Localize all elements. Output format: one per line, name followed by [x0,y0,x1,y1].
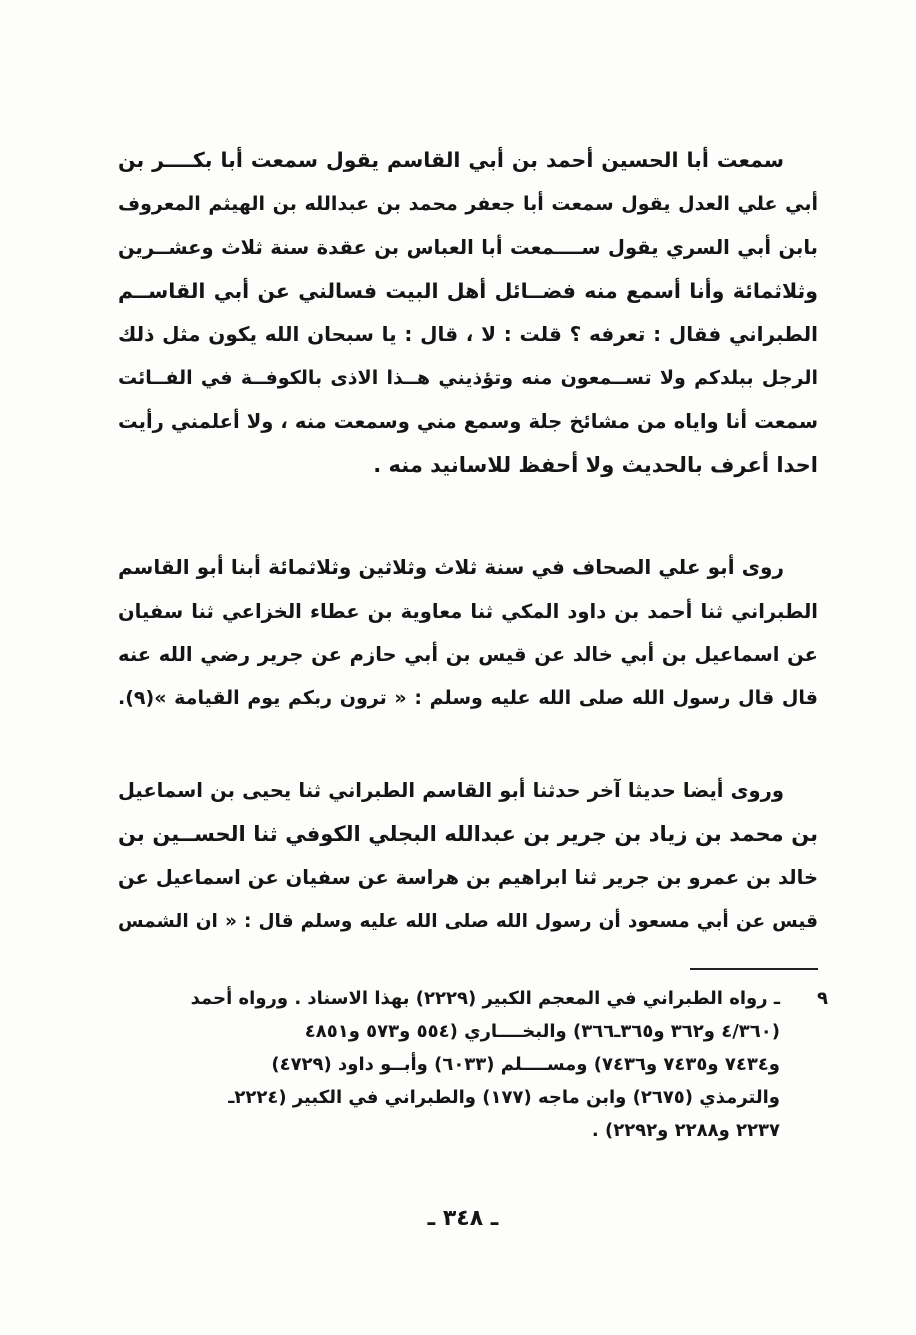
text-line: قال قال رسول الله صلى الله عليه وسلم : « ترون ربكم يوم القيامة »(٩). [118,686,818,709]
text-line: الرجل ببلدكم ولا تســمعون منه وتؤذيني هــذا الاذى بالكوفــة في الفــائت [118,366,818,389]
text-line: روى أبو علي الصحاف في سنة ثلاث وثلاثين وثلاثمائة أبنا أبو القاسم [118,555,784,579]
paragraph-3 [118,769,818,943]
paragraph-1 [118,139,818,487]
text-line: خالد بن عمرو بن جرير ثنا ابراهيم بن هراسة عن سفيان عن اسماعيل عن [118,866,818,889]
footnote-line: والترمذي (٢٦٧٥) وابن ماجه (١٧٧) والطبراني في الكبير (٢٢٢٤ـ [228,1087,780,1108]
text-line: أبي علي العدل يقول سمعت أبا جعفر محمد بن عبدالله بن الهيثم المعروف [118,192,818,215]
footnote-line [118,982,828,1015]
footnote-text: ـ رواه الطبراني في المعجم الكبير (٢٢٢٩) بهذا الاسناد . ورواه أحمد [190,988,780,1009]
footnote-line: (٤/٣٦٠ و٣٦٢ و٣٦٥ـ٣٦٦) والبخــــاري (٥٥٤ و٥٧٣ و٤٨٥١ [304,1021,780,1042]
text-line: قيس عن أبي مسعود أن رسول الله صلى الله عليه وسلم قال : « ان الشمس [118,910,818,932]
footnote-number: ٩ [817,988,828,1009]
page-number: ـ ٣٤٨ ـ [427,1206,499,1231]
footnote-line: ٢٢٣٧ و٢٢٨٨ و٢٢٩٢) . [591,1120,780,1141]
text-line: سمعت أبا الحسين أحمد بن أبي القاسم يقول سمعت أبا بكــــر بن [118,148,784,172]
paragraph-2 [118,546,818,720]
text-line: الطبراني فقال : تعرفه ؟ قلت : لا ، قال : يا سبحان الله يكون مثل ذلك [118,322,818,346]
footnote-divider [690,968,818,970]
text-line: بن محمد بن زياد بن جرير بن عبدالله البجلي الكوفي ثنا الحســين بن [118,821,818,846]
text-line: سمعت أنا واياه من مشائخ جلة وسمع مني وسمعت منه ، ولا أعلمني رأيت [118,410,818,433]
text-line: عن اسماعيل بن أبي خالد عن قيس بن أبي حازم عن جرير رضي الله عنه [118,643,818,666]
footnote-section [118,982,828,1147]
text-line: بابن أبي السري يقول ســــمعت أبا العباس بن عقدة سنة ثلاث وعشــرين [118,236,818,259]
text-line: وثلاثمائة وأنا أسمع منه فضــائل أهل البيت فسالني عن أبي القاســم [118,278,818,303]
text-line: احدا أعرف بالحديث ولا أحفظ للاسانيد منه . [373,452,818,477]
text-line: الطبراني ثنا أحمد بن داود المكي ثنا معاوية بن عطاء الخزاعي ثنا سفيان [118,599,818,623]
footnote-line: و٧٤٣٤ و٧٤٣٥ و٧٤٣٦) ومســــلم (٦٠٣٣) وأبــو داود (٤٧٢٩) [271,1054,780,1075]
text-line: وروى أيضا حديثا آخر حدثنا أبو القاسم الطبراني ثنا يحيى بن اسماعيل [118,779,784,802]
